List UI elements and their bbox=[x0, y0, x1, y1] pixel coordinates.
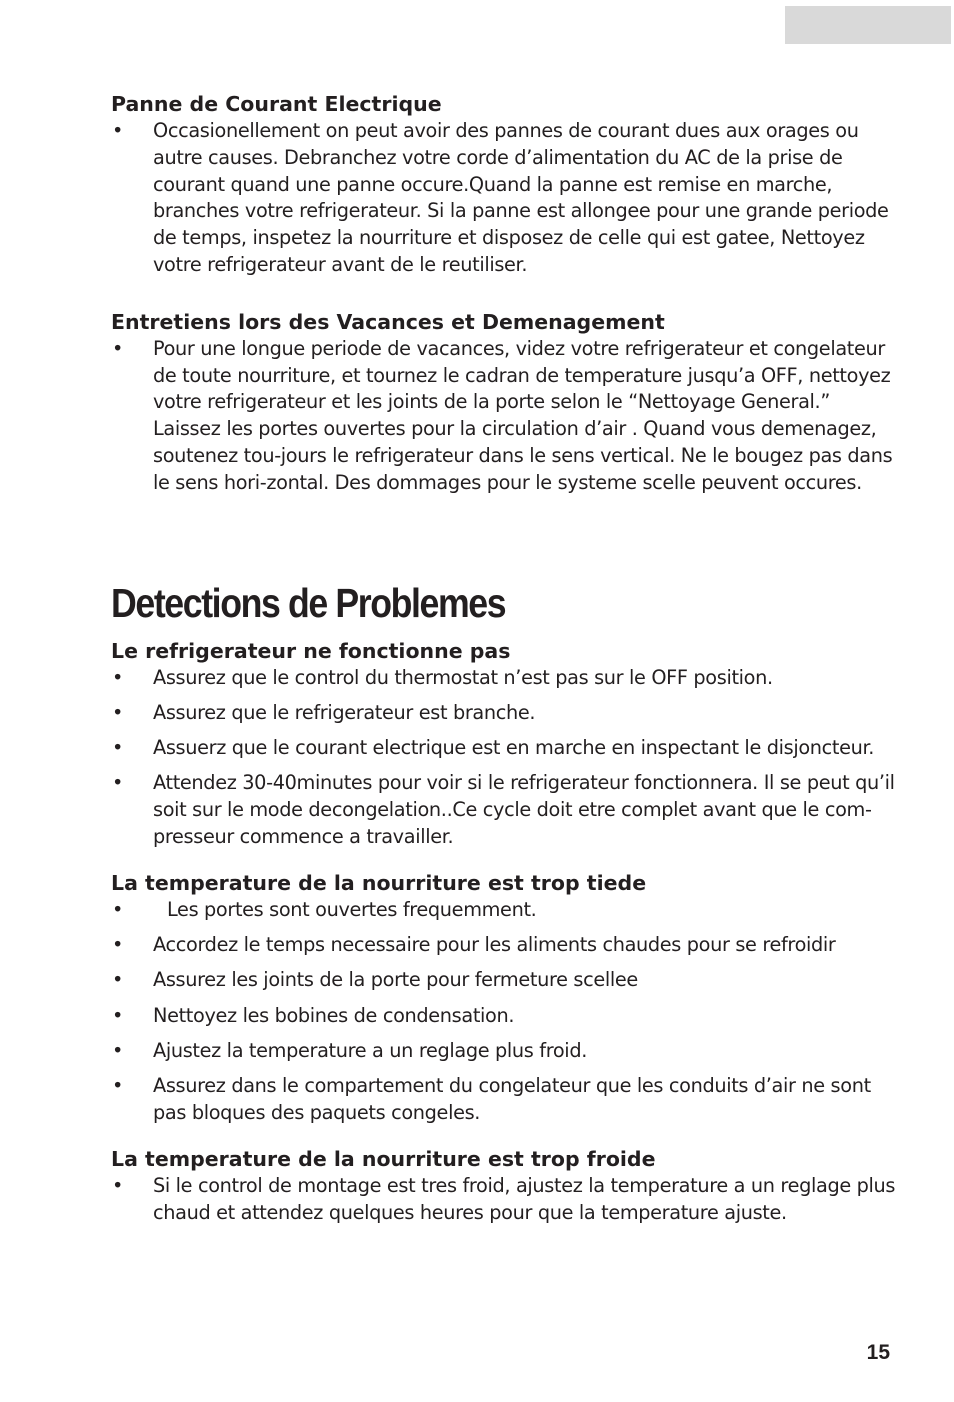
page-tab-marker bbox=[785, 6, 951, 44]
section-too-cold bbox=[111, 1145, 901, 1227]
section-vacation-moving bbox=[111, 308, 901, 497]
section-heading: La temperature de la nourriture est trop tiede bbox=[111, 870, 647, 895]
list-item bbox=[111, 118, 901, 279]
list-item bbox=[111, 967, 901, 994]
list-item-text: Pour une longue periode de vacances, videz votre refrigerateur et congelateur de toute nourriture, et tournez le cadran de temperature jusqu’a OFF, nettoyez votre refrigerateur et les joints de la porte selon le “Nettoyage General.” Laissez les portes ouvertes pour la circulation d’air . Quand vous demenagez, soutenez tou-jours le refrigerateur dans le sens vertical. Ne le bougez pas dans le sens hori-zontal. Des dommages pour le systeme scelle peuvent occures. bbox=[153, 336, 893, 494]
list-item-text: Assurez les joints de la porte pour fermeture scellee bbox=[153, 968, 638, 992]
list-item bbox=[111, 700, 901, 727]
page-content bbox=[111, 90, 901, 1227]
page-number: 15 bbox=[866, 1341, 890, 1364]
bullet-icon: • bbox=[112, 1003, 124, 1027]
list-item-text: Assurez que le refrigerateur est branche. bbox=[153, 700, 536, 724]
section-power-outage bbox=[111, 90, 901, 279]
bullet-icon: • bbox=[112, 968, 124, 992]
section-heading: Panne de Courant Electrique bbox=[111, 92, 442, 116]
list-item-text: Nettoyez les bobines de condensation. bbox=[153, 1003, 515, 1027]
bullet-icon: • bbox=[112, 736, 124, 760]
list-item bbox=[111, 735, 901, 762]
bullet-icon: • bbox=[112, 336, 124, 360]
list-item bbox=[111, 897, 901, 924]
section-heading: Le refrigerateur ne fonctionne pas bbox=[111, 638, 511, 663]
bullet-list bbox=[111, 336, 901, 497]
bullet-icon: • bbox=[112, 665, 124, 689]
bullet-icon: • bbox=[112, 771, 124, 795]
bullet-icon: • bbox=[112, 933, 124, 957]
bullet-list bbox=[111, 897, 901, 1127]
section-not-working bbox=[111, 637, 901, 851]
list-item bbox=[111, 1003, 901, 1030]
list-item-text: Assuerz que le courant electrique est en marche en inspectant le disjoncteur. bbox=[153, 736, 875, 760]
bullet-list bbox=[111, 665, 901, 851]
list-item bbox=[111, 665, 901, 692]
list-item bbox=[111, 932, 901, 959]
list-item bbox=[111, 1073, 901, 1127]
section-heading: La temperature de la nourriture est trop froide bbox=[111, 1146, 656, 1171]
list-item-text: Ajustez la temperature a un reglage plus froid. bbox=[153, 1039, 587, 1063]
bullet-list bbox=[111, 118, 901, 279]
list-item-text: Assurez dans le compartement du congelateur que les conduits d’air ne sont pas bloques des paquets congeles. bbox=[153, 1074, 871, 1125]
list-item bbox=[111, 1173, 901, 1227]
list-item bbox=[111, 336, 901, 497]
list-item bbox=[111, 1038, 901, 1065]
list-item-text: Occasionellement on peut avoir des pannes de courant dues aux orages ou autre causes. Debranchez votre corde d’alimentation du AC de la prise de courant quand une panne occure.Quand la panne est remise en marche, branches votre refrigerateur. Si la panne est allongee pour une grande periode de temps, inspetez la nourriture et disposez de celle qui est gatee, Nettoyez votre refrigerateur avant de le reutiliser. bbox=[153, 119, 889, 276]
list-item-text: Si le control de montage est tres froid, ajustez la temperature a un reglage plus chaud et attendez quelques heures pour que la temperature ajuste. bbox=[153, 1173, 896, 1224]
bullet-icon: • bbox=[112, 700, 124, 724]
bullet-icon: • bbox=[112, 1074, 124, 1098]
list-item bbox=[111, 770, 901, 850]
list-item-text: Accordez le temps necessaire pour les aliments chaudes pour se refroidir bbox=[153, 933, 836, 957]
list-item-text: Les portes sont ouvertes frequemment. bbox=[167, 897, 537, 921]
page-title: Detections de Problemes bbox=[111, 579, 506, 626]
section-heading: Entretiens lors des Vacances et Demenagement bbox=[111, 309, 665, 334]
bullet-icon: • bbox=[112, 1039, 124, 1063]
list-item-text: Assurez que le control du thermostat n’est pas sur le OFF position. bbox=[153, 665, 773, 689]
list-item-text: Attendez 30-40minutes pour voir si le refrigerateur fonctionnera. Il se peut qu’il soit sur le mode decongelation..Ce cycle doit etre complet avant que le com-presseur commence a travailler. bbox=[153, 771, 895, 849]
bullet-list bbox=[111, 1173, 901, 1227]
bullet-icon: • bbox=[112, 897, 124, 921]
bullet-icon: • bbox=[112, 1173, 124, 1197]
section-too-warm bbox=[111, 869, 901, 1127]
bullet-icon: • bbox=[112, 119, 124, 142]
